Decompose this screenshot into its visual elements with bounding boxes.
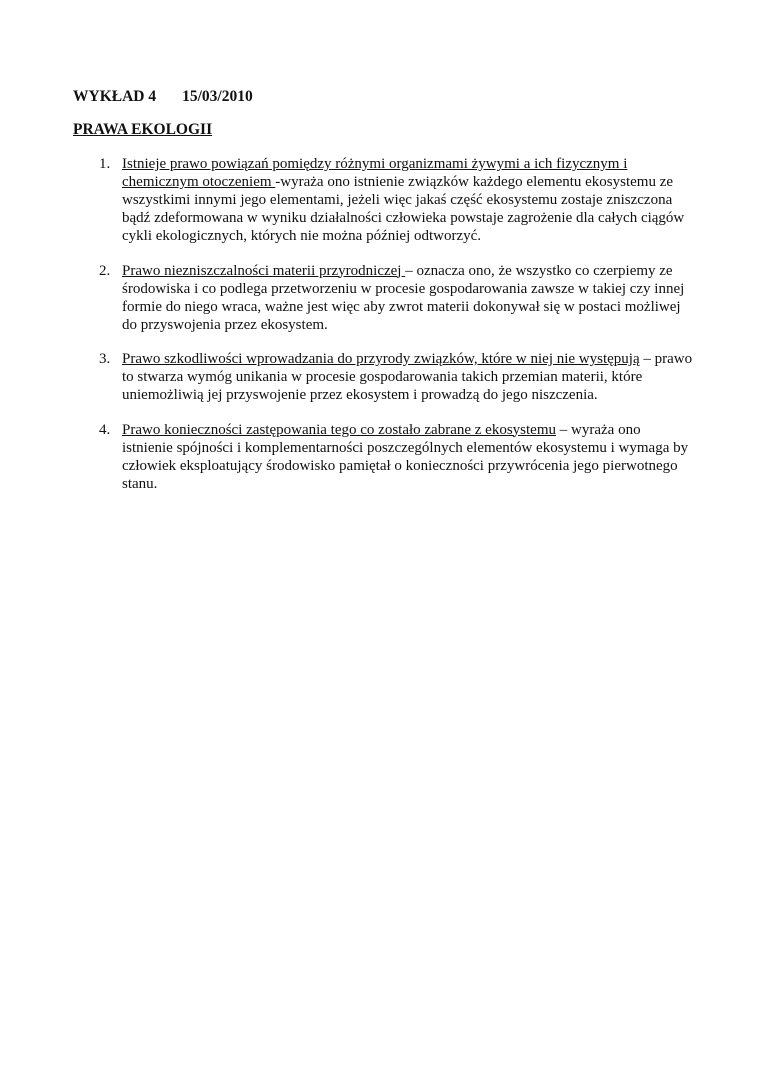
lecture-label: WYKŁAD 4 bbox=[73, 88, 157, 105]
lecture-header bbox=[73, 88, 253, 106]
law-description: – oznacza ono, że wszystko co czerpiemy ze środowiska i co podlega przetworzeniu w procesie gospodarowania zawsze w takiej czy innej formie do niego wraca, ważne jest więc aby zwrot materii dokonywał się w postaci możliwej do przyswojenia przez ekosystem. bbox=[122, 262, 685, 333]
list-item-number: 1. bbox=[99, 156, 111, 172]
list-item-number: 3. bbox=[99, 351, 111, 367]
list-item bbox=[73, 350, 693, 404]
law-description: – prawo to stwarza wymóg unikania w procesie gospodarowania takich przemian materii, które uniemożliwią jej przyswojenie przez ekosystem i prowadzą do jego niszczenia. bbox=[122, 351, 693, 403]
law-title: Prawo niezniszczalności materii przyrodniczej bbox=[122, 262, 406, 279]
law-description: -wyraża ono istnienie związków każdego elementu ekosystemu ze wszystkimi innymi jego elementami, jeżeli więc jakaś część ekosystemu zostaje zniszczona bądź zdeformowana w wyniku działalności człowieka powstaje zagrożenie dla całych ciągów cykli ekologicznych, których nie można później odtworzyć. bbox=[122, 174, 685, 244]
law-description: – wyraża ono istnienie spójności i komplementarności poszczególnych elementów ekosystemu i wymaga by człowiek eksploatujący środowisko pamiętał o konieczności przywrócenia jego pierwotnego stanu. bbox=[122, 421, 689, 492]
list-item bbox=[73, 155, 693, 245]
list-item bbox=[73, 421, 693, 493]
laws-list bbox=[73, 155, 693, 509]
section-title: PRAWA EKOLOGII bbox=[73, 121, 213, 138]
law-title: Prawo konieczności zastępowania tego co zostało zabrane z ekosystemu bbox=[122, 421, 557, 438]
lecture-date: 15/03/2010 bbox=[182, 88, 253, 105]
list-item bbox=[73, 262, 693, 334]
law-title: Istnieje prawo powiązań pomiędzy różnymi organizmami żywymi a ich fizycznym i chemicznym otoczeniem bbox=[122, 156, 628, 190]
law-title: Prawo szkodliwości wprowadzania do przyrody związków, które w niej nie występują bbox=[122, 351, 640, 367]
list-item-number: 4. bbox=[99, 421, 111, 438]
list-item-number: 2. bbox=[99, 262, 111, 279]
